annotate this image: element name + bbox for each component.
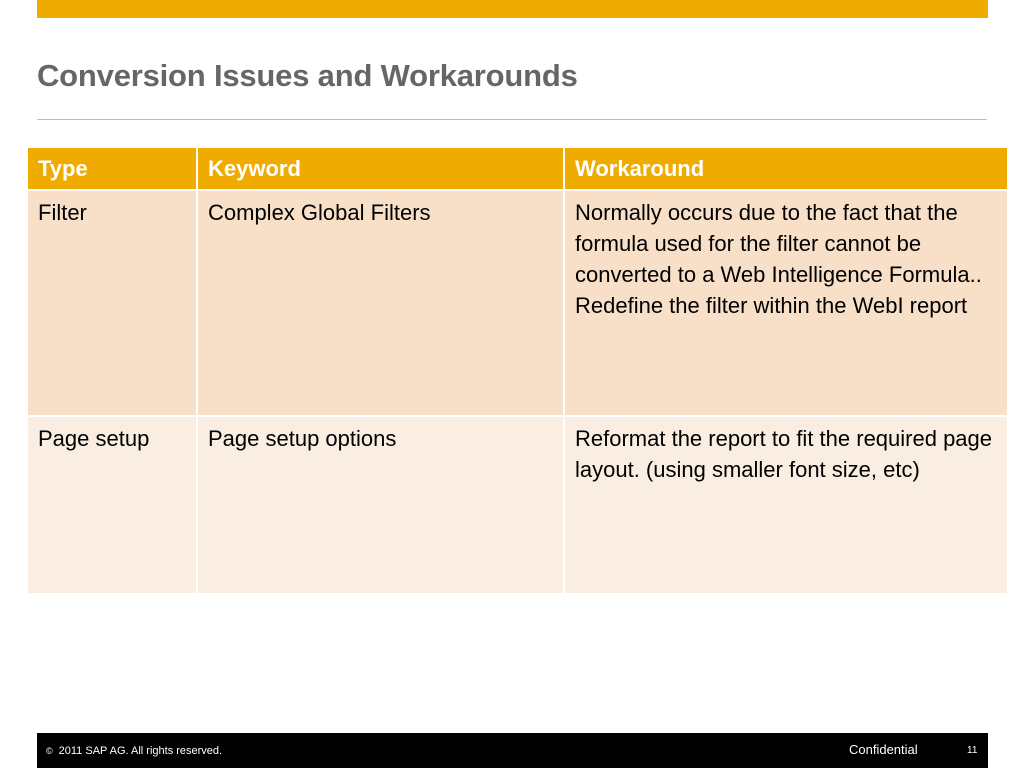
table-row <box>27 190 1008 416</box>
cell-keyword: Page setup options <box>197 416 564 594</box>
cell-keyword: Complex Global Filters <box>197 190 564 416</box>
column-header-type: Type <box>27 147 197 190</box>
column-header-keyword: Keyword <box>197 147 564 190</box>
copyright-icon: © <box>46 746 53 756</box>
cell-type: Page setup <box>27 416 197 594</box>
copyright-notice <box>46 745 222 757</box>
title-divider <box>37 119 987 120</box>
slide-title: Conversion Issues and Workarounds <box>37 58 578 93</box>
cell-type: Filter <box>27 190 197 416</box>
confidential-label: Confidential <box>849 742 918 757</box>
table-header-row <box>27 147 1008 190</box>
conversion-issues-table <box>26 146 1009 595</box>
table-row <box>27 416 1008 594</box>
copyright-text: 2011 SAP AG. All rights reserved. <box>58 745 223 757</box>
footer-bar <box>37 733 988 768</box>
column-header-workaround: Workaround <box>564 147 1008 190</box>
top-accent-bar <box>37 0 988 18</box>
page-number: 11 <box>967 745 978 756</box>
cell-workaround: Normally occurs due to the fact that the formula used for the filter cannot be converted to a Web Intelligence Formula.. Redefine the filter within the WebI report <box>564 190 1008 416</box>
cell-workaround: Reformat the report to fit the required page layout. (using smaller font size, etc) <box>564 416 1008 594</box>
